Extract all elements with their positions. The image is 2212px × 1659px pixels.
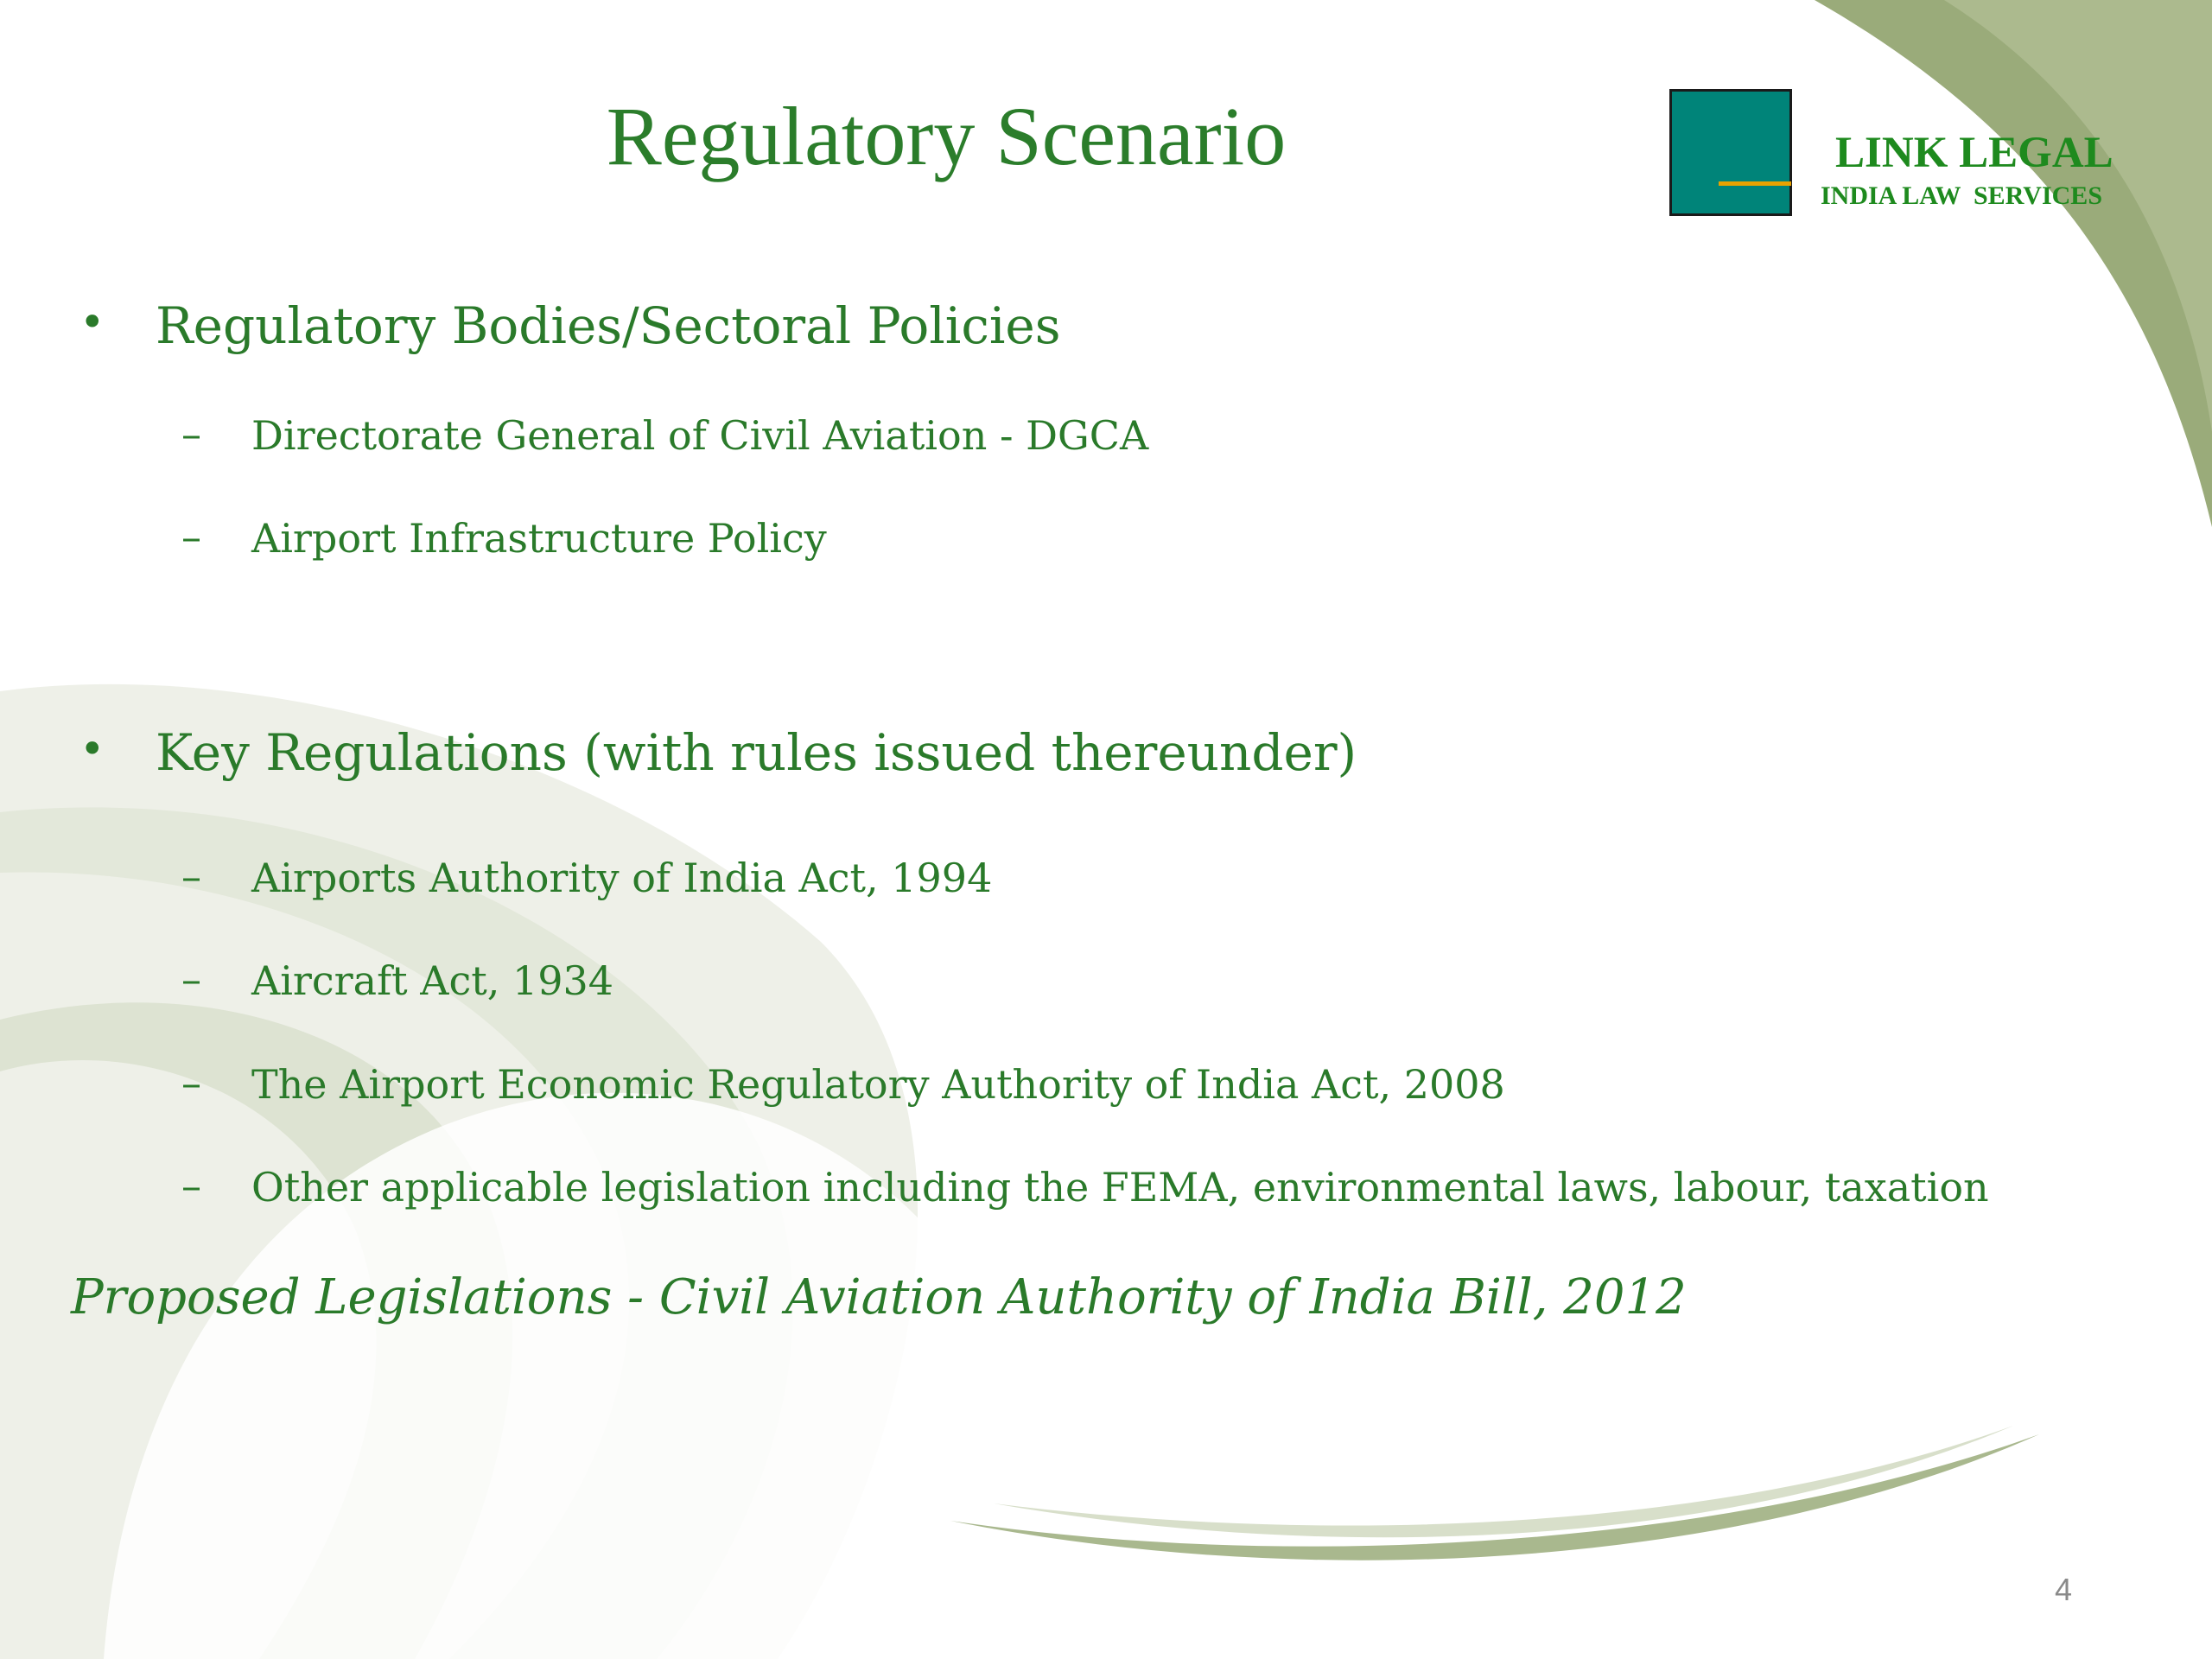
- bullet-dot: •: [79, 724, 105, 774]
- list-item: [181, 513, 827, 562]
- dash-marker: –: [181, 1059, 201, 1106]
- page-number: 4: [2055, 1572, 2073, 1607]
- list-item-text: Airport Infrastructure Policy: [251, 515, 827, 562]
- bullet-dot: •: [79, 297, 105, 347]
- list-item: [181, 956, 614, 1004]
- list-item-text: Aircraft Act, 1934: [251, 957, 614, 1004]
- list-item-text: Airports Authority of India Act, 1994: [251, 855, 993, 901]
- list-item: [181, 853, 993, 901]
- dash-marker: –: [181, 410, 201, 457]
- dash-marker: –: [181, 853, 201, 899]
- list-item: [181, 410, 1149, 459]
- logo-accent-bar: [1719, 181, 1791, 186]
- logo-mark: [1669, 89, 1792, 216]
- list-item-text: Other applicable legislation including the FEMA, environmental laws, labour, taxation: [251, 1164, 1989, 1211]
- section-heading-text: Regulatory Bodies/Sectoral Policies: [156, 296, 1061, 355]
- list-item-text: Directorate General of Civil Aviation - DGCA: [251, 412, 1149, 459]
- swoosh-bottom-line: [950, 1434, 2039, 1560]
- list-item: [181, 1059, 1505, 1108]
- slide-title: Regulatory Scenario: [606, 90, 1287, 182]
- logo-name: LINK LEGAL: [1835, 129, 2113, 177]
- proposed-legislation: Proposed Legislations - Civil Aviation Authority of India Bill, 2012: [71, 1269, 1687, 1325]
- logo-subtitle: INDIA LAW SERVICES: [1821, 181, 2103, 210]
- list-item: [181, 1162, 1989, 1211]
- list-item-text: The Airport Economic Regulatory Authority of India Act, 2008: [251, 1061, 1505, 1108]
- dash-marker: –: [181, 956, 201, 1002]
- dash-marker: –: [181, 1162, 201, 1209]
- swoosh-bottom-soft: [994, 1426, 2013, 1537]
- dash-marker: –: [181, 513, 201, 560]
- section-heading-regulatory-bodies: [79, 296, 1061, 355]
- section-heading-text: Key Regulations (with rules issued thereunder): [156, 723, 1357, 782]
- section-heading-key-regulations: [79, 723, 1357, 782]
